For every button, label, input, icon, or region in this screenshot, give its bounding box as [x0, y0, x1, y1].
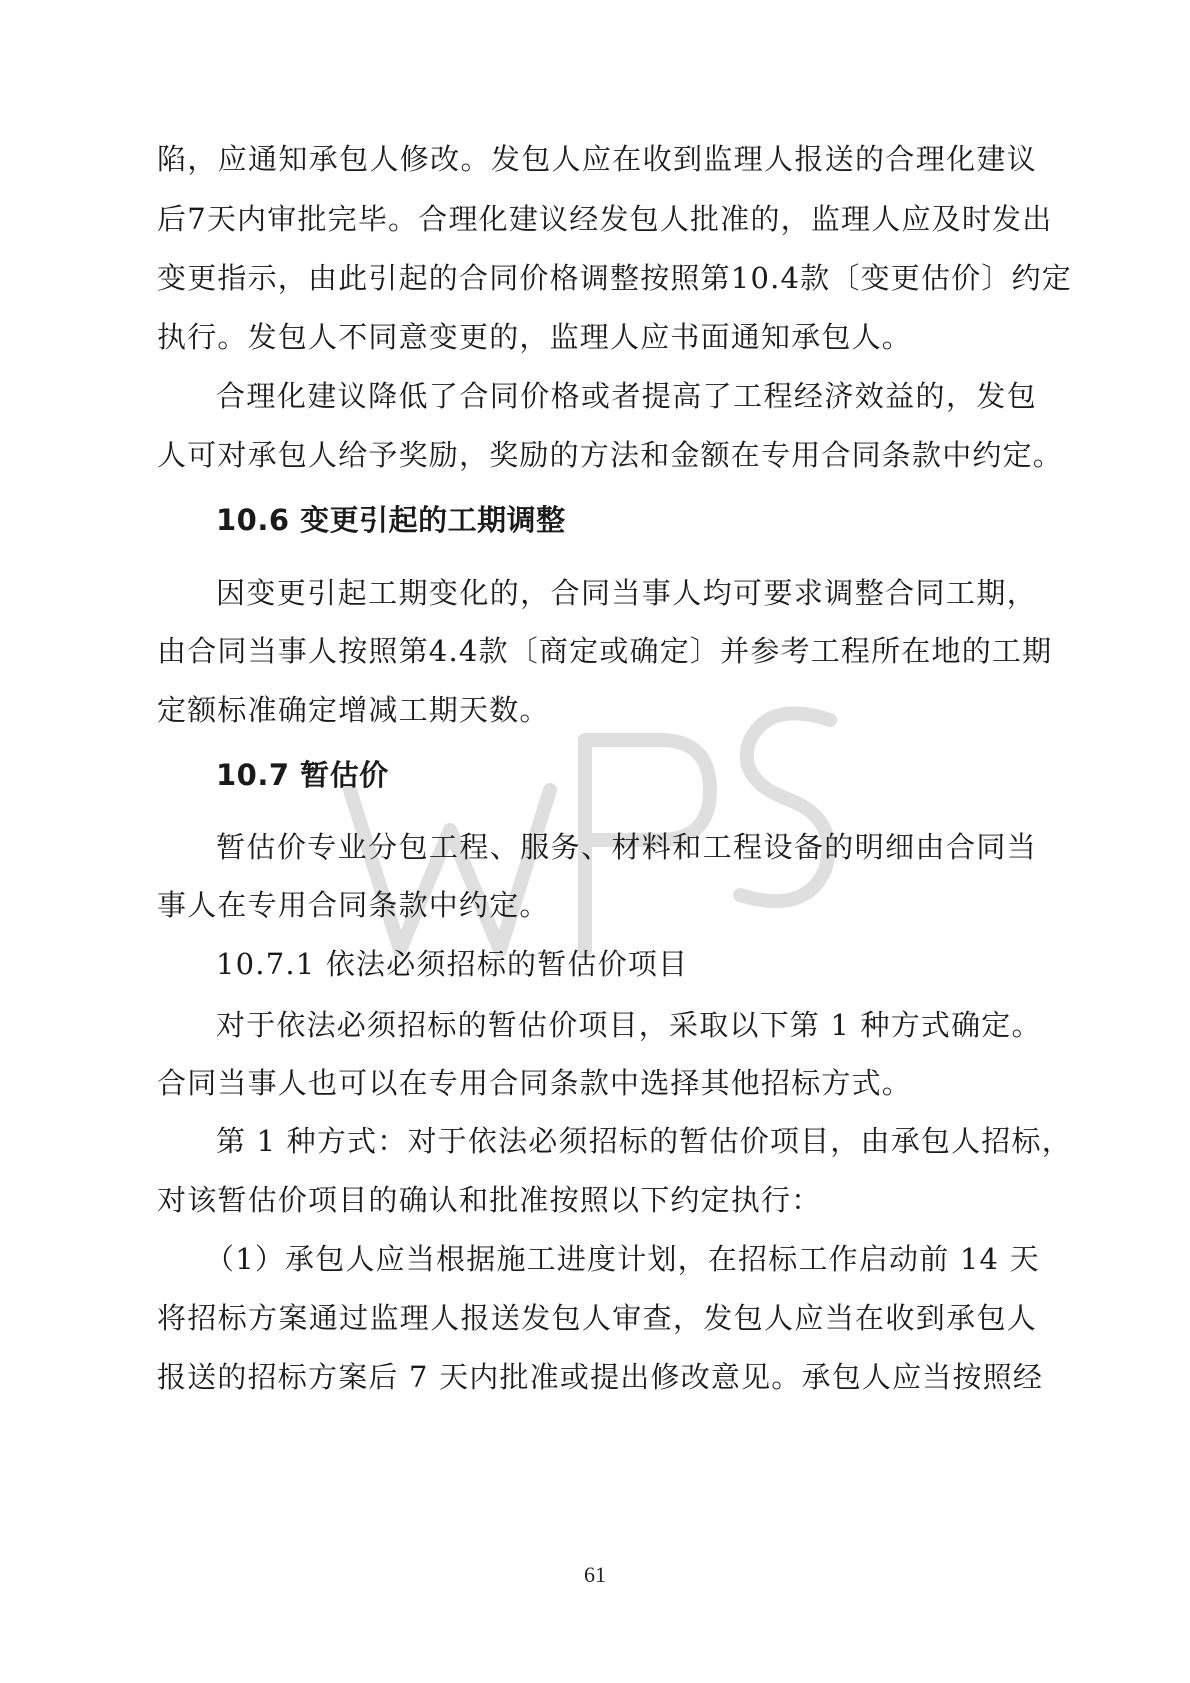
text-line-19: （1）承包人应当根据施工进度计划，在招标工作启动前 14 天 — [205, 1242, 1040, 1276]
text-line-13: 事人在专用合同条款中约定。 — [157, 888, 550, 922]
text-line-9: 由合同当事人按照第4.4款〔商定或确定〕并参考工程所在地的工期 — [157, 634, 1053, 668]
section-heading-10-7: 10.7 暂估价 — [216, 758, 389, 792]
text-line-10: 定额标准确定增减工期天数。 — [157, 693, 550, 727]
text-line-5: 合理化建议降低了合同价格或者提高了工程经济效益的，发包 — [216, 379, 1037, 413]
text-line-8: 因变更引起工期变化的，合同当事人均可要求调整合同工期， — [216, 576, 1037, 610]
text-line-15: 对于依法必须招标的暂估价项目，采取以下第 1 种方式确定。 — [216, 1008, 1042, 1042]
text-line-4: 执行。发包人不同意变更的，监理人应书面通知承包人。 — [157, 320, 913, 354]
text-line-18: 对该暂估价项目的确认和批准按照以下约定执行： — [157, 1183, 822, 1217]
section-heading-10-6: 10.6 变更引起的工期调整 — [216, 503, 566, 537]
text-line-3: 变更指示，由此引起的合同价格调整按照第10.4款〔变更估价〕约定 — [157, 261, 1072, 295]
text-line-1: 陷，应通知承包人修改。发包人应在收到监理人报送的合理化建议 — [157, 142, 1037, 176]
text-line-20: 将招标方案通过监理人报送发包人审查，发包人应当在收到承包人 — [157, 1301, 1037, 1335]
subsection-heading-10-7-1: 10.7.1 依法必须招标的暂估价项目 — [216, 947, 689, 981]
text-line-6: 人可对承包人给予奖励，奖励的方法和金额在专用合同条款中约定。 — [157, 438, 1064, 472]
page-number: 61 — [584, 1562, 606, 1587]
text-line-21: 报送的招标方案后 7 天内批准或提出修改意见。承包人应当按照经 — [157, 1360, 1044, 1394]
text-line-12: 暂估价专业分包工程、服务、材料和工程设备的明细由合同当 — [216, 830, 1037, 864]
text-line-17: 第 1 种方式：对于依法必须招标的暂估价项目，由承包人招标， — [216, 1124, 1072, 1158]
text-line-2: 后7天内审批完毕。合理化建议经发包人批准的，监理人应及时发出 — [157, 202, 1053, 236]
text-line-16: 合同当事人也可以在专用合同条款中选择其他招标方式。 — [157, 1066, 913, 1100]
